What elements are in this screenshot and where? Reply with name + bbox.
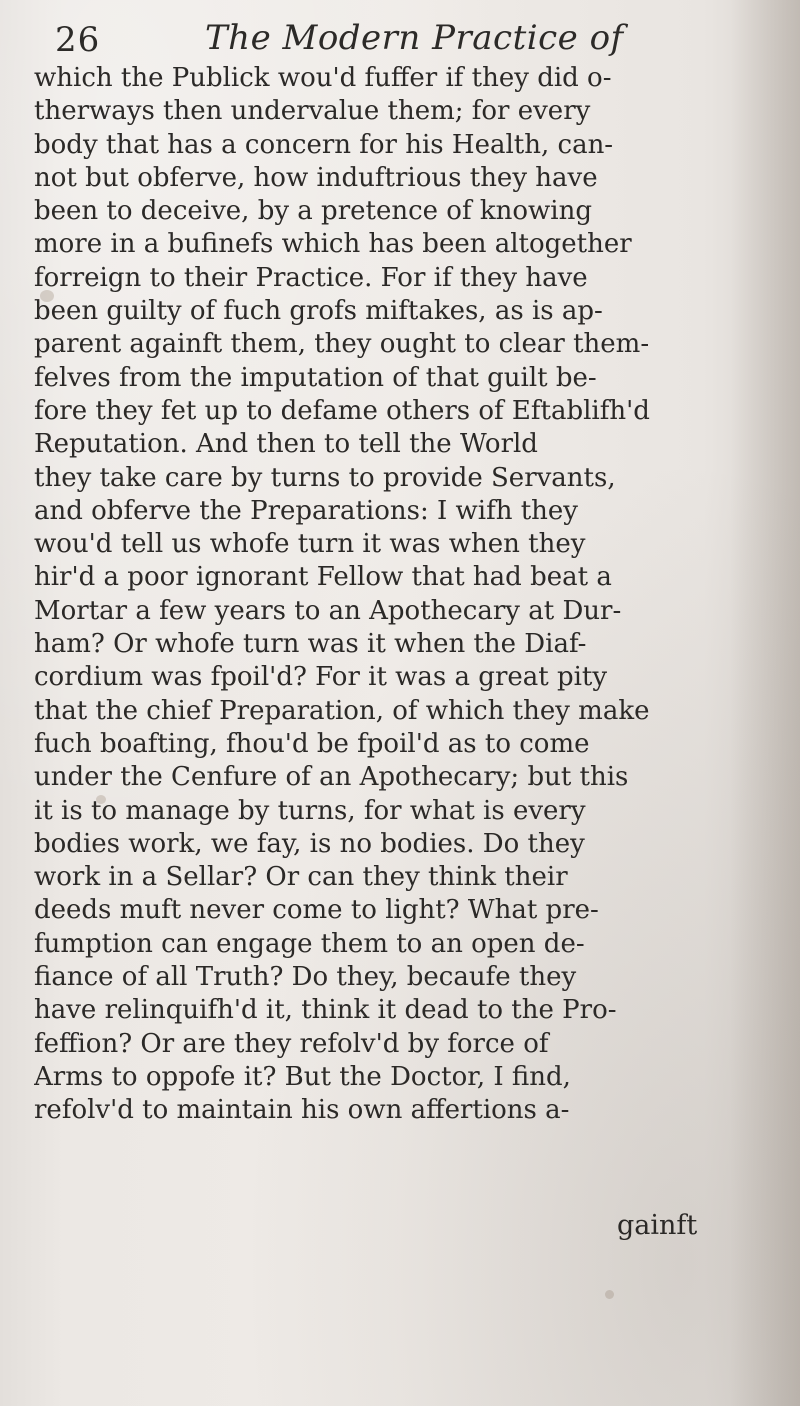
text-line: fumption can engage them to an open de- xyxy=(34,928,585,959)
text-line: and obferve the Preparations: I wifh they xyxy=(34,495,578,526)
body-text xyxy=(34,62,794,1128)
text-line: ham? Or whofe turn was it when the Diaf- xyxy=(34,629,587,660)
text-line: not but obferve, how induftrious they have xyxy=(34,162,598,193)
text-line: fiance of all Truth? Do they, becaufe they xyxy=(34,962,577,993)
text-line: felves from the imputation of that guilt be- xyxy=(34,362,597,393)
text-line: Reputation. And then to tell the World xyxy=(34,429,538,460)
text-line: more in a bufinefs which has been altogether xyxy=(34,229,632,260)
text-line: forreign to their Practice. For if they have xyxy=(34,262,588,293)
text-line: body that has a concern for his Health, can- xyxy=(34,129,614,160)
page-header xyxy=(55,14,675,58)
text-line: fore they fet up to defame others of Eftablifh'd xyxy=(34,395,650,426)
text-line: bodies work, we fay, is no bodies. Do they xyxy=(34,828,585,859)
text-line: work in a Sellar? Or can they think their xyxy=(34,862,568,893)
text-line: been to deceive, by a pretence of knowing xyxy=(34,196,592,227)
text-line: been guilty of fuch grofs miftakes, as is ap- xyxy=(34,296,603,327)
text-line: it is to manage by turns, for what is every xyxy=(34,795,586,826)
text-line: fuch boafting, fhou'd be fpoil'd as to come xyxy=(34,728,590,759)
text-line: hir'd a poor ignorant Fellow that had beat a xyxy=(34,562,612,593)
text-line: which the Publick wou'd fuffer if they did o- xyxy=(34,63,612,93)
text-line: Arms to oppofe it? But the Doctor, I find, xyxy=(34,1061,571,1092)
text-line: parent againft them, they ought to clear them- xyxy=(34,329,650,360)
text-line: have relinquifh'd it, think it dead to the Pro- xyxy=(34,995,617,1026)
text-line: under the Cenfure of an Apothecary; but this xyxy=(34,762,629,793)
text-line: deeds muft never come to light? What pre- xyxy=(34,895,599,926)
catchword: gainft xyxy=(617,1210,698,1241)
text-line: refolv'd to maintain his own affertions a- xyxy=(34,1095,570,1126)
text-line: wou'd tell us whofe turn it was when they xyxy=(34,529,586,560)
text-line: therways then undervalue them; for every xyxy=(34,96,591,127)
running-head: The Modern Practice of xyxy=(205,18,624,58)
text-line: Mortar a few years to an Apothecary at Dur- xyxy=(34,595,622,626)
foxing-spot xyxy=(605,1290,614,1299)
text-line: cordium was fpoil'd? For it was a great pity xyxy=(34,662,608,693)
text-line: that the chief Preparation, of which they make xyxy=(34,695,650,726)
text-line: they take care by turns to provide Servants, xyxy=(34,462,616,493)
text-line: feffion? Or are they refolv'd by force of xyxy=(34,1028,549,1059)
page-number: 26 xyxy=(55,20,101,60)
